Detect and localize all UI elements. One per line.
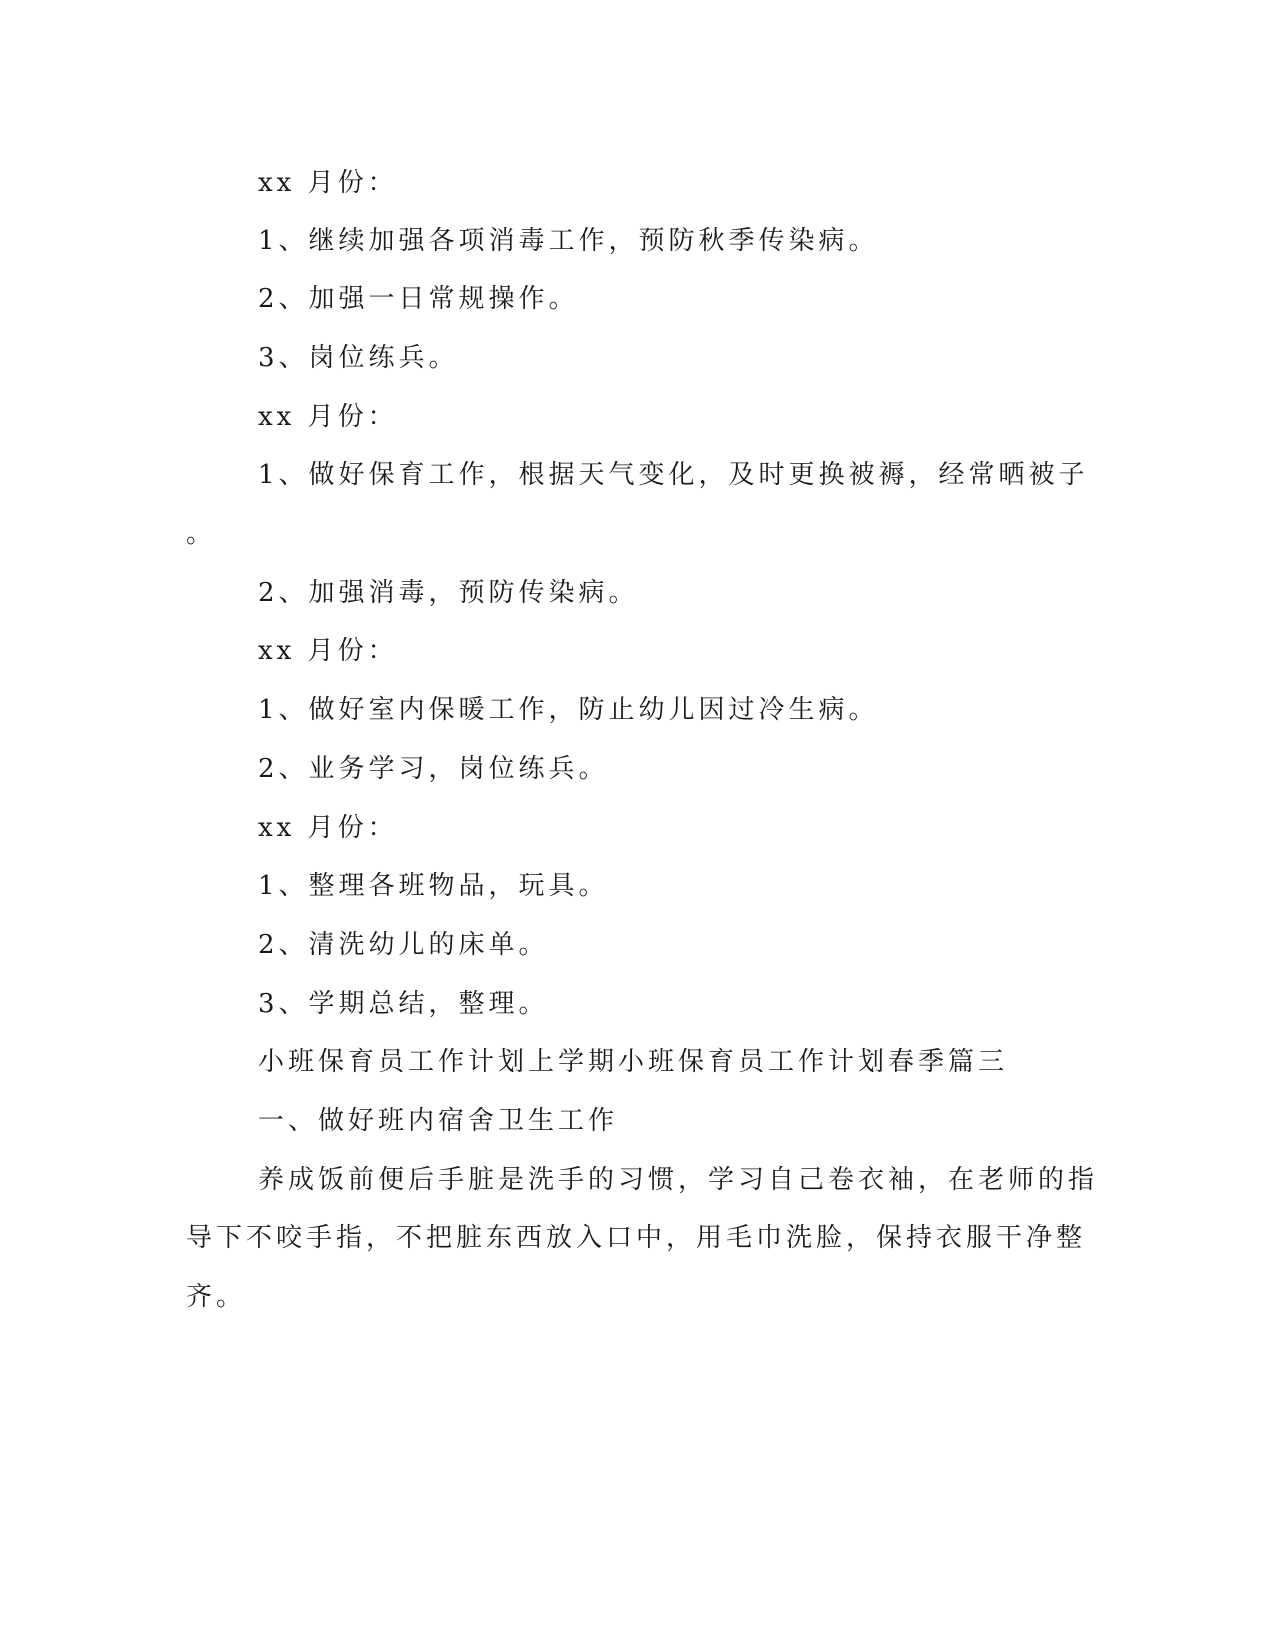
list-item: 1、做好保育工作，根据天气变化，及时更换被褥，经常晒被子 (258, 460, 1089, 490)
list-item: 3、岗位练兵。 (258, 343, 459, 373)
section-heading: 一、做好班内宿舍卫生工作 (258, 1106, 619, 1136)
paragraph-line: 养成饭前便后手脏是洗手的习惯，学习自己卷衣袖，在老师的指 (258, 1165, 1099, 1195)
month-heading: xx 月份： (258, 168, 398, 198)
list-item: 1、做好室内保暖工作，防止幼儿因过冷生病。 (258, 695, 879, 725)
month-heading: xx 月份： (258, 636, 398, 666)
section-title: 小班保育员工作计划上学期小班保育员工作计划春季篇三 (258, 1047, 1009, 1077)
paragraph-line: 导下不咬手指，不把脏东西放入口中，用毛巾洗脸，保持衣服干净整 (186, 1223, 1087, 1253)
list-item: 2、业务学习，岗位练兵。 (258, 754, 609, 784)
month-heading: xx 月份： (258, 813, 398, 843)
list-item-continuation: 。 (186, 519, 217, 549)
list-item: 2、清洗幼儿的床单。 (258, 930, 549, 960)
list-item: 3、学期总结，整理。 (258, 989, 549, 1019)
list-item: 1、继续加强各项消毒工作，预防秋季传染病。 (258, 226, 879, 256)
month-heading: xx 月份： (258, 402, 398, 432)
list-item: 2、加强一日常规操作。 (258, 284, 579, 314)
paragraph-line: 齐。 (186, 1282, 247, 1312)
list-item: 1、整理各班物品，玩具。 (258, 871, 609, 901)
list-item: 2、加强消毒，预防传染病。 (258, 578, 639, 608)
